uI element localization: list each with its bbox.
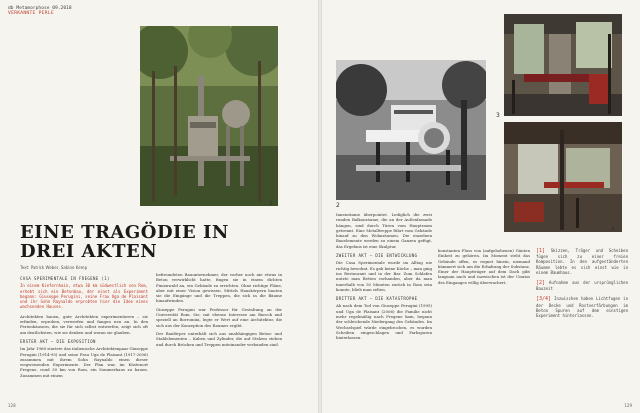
caption-text: Skizzen, Träger und Scheiben fügen sich zu einer freien Komposition. In den aufgeständerten Räumen lebte es sich einst wie in einem Baumhaus. — [536, 248, 628, 275]
body-paragraph: Architekten bauen, gute Architekten experimentieren – sie erfinden, erproben, verwerfen und fangen neu an. In den Ferienhäusern, die sie für sich selbst entwerfen, zeigt sich oft am deutlichsten, wie sie denken und woran sie glauben. — [20, 313, 148, 335]
column-2 — [156, 272, 282, 350]
column-4 — [438, 248, 530, 288]
body-paragraph: konstanten Fluss von (aufgehobenen) Gänten Einheit zu gehören. Im Moment steht das Gebäude offen, es regnet hinein, niemand kümmert sich um die Erhaltung der Substanz. Einer der Hauptträger auf dem Dach gibt langsam nach und inzwischen ist der Umriss des Einganges völlig überwuchert. — [438, 248, 530, 285]
lead-paragraph: In einem Kiefernhain, etwa 30 km südwestlich von Rom, erhebt sich ein Betonbau, der einst als Experiment begann: Giuseppe Perugini, seine Frau Uga de Plaisant und ihr Sohn Raynaldo erprobten hier die Idee eines wachsenden Hauses. — [20, 283, 148, 310]
caption-number: [3/4] — [536, 296, 552, 303]
title-line-2: DREI AKTEN — [20, 241, 158, 262]
caption-3 — [536, 296, 628, 318]
captions-column — [536, 248, 628, 323]
caption-text: Aufnahme aus der ursprünglichen Bauzeit — [536, 280, 628, 292]
photo-number-3: 3 — [496, 112, 500, 119]
body-paragraph: Der Bauförper unterhält sich aus unabhängigen Beton- und Stahlelementen – Kuben und Zylinder, die auf Stelzen stehen und durch Brücken und Treppen miteinander verbunden sind. — [156, 330, 282, 347]
right-page — [322, 0, 640, 413]
photo-casa-exterior — [140, 26, 278, 206]
running-header — [8, 6, 72, 16]
article-title — [20, 223, 280, 261]
column-3 — [336, 212, 432, 344]
title-line-1: EINE TRAGÖDIE IN — [20, 222, 229, 243]
left-page — [0, 0, 318, 413]
photo-2-image — [336, 60, 486, 200]
body-paragraph: Ab nach dem Tod von Giuseppe Perugini (1995) und Uga de Plaisant (2006) die Familie nicht mehr regelmäßig nach Fregene kam, begann der schleichende Niedergang des Gebäudes. Im Wechselspiel würde eingebrochen, es wurden Scheiben eingeschlagen und Farbspuren hinterlassen. — [336, 303, 432, 341]
photo-number-2: 2 — [336, 202, 340, 209]
subhead-act-1: ERSTER AKT – DIE EXPOSITION — [20, 338, 96, 344]
body-paragraph: Giuseppe Perugini war Professor für Gestaltung an der Universität Rom. Sie, mit ebenso Interesse am Barock und speziell an Borromini, legte er Wert auf eine Architektur, die sich aus der Konzeption des Raumes ergibt. — [156, 306, 282, 328]
caption-number: [1] — [536, 248, 546, 254]
body-paragraph: Die Casa Sperimentale wurde im Alltag nie richtig bewohnt. Es gab keine Küche – man ging ins Restaurant und in der Bar. Zum Schlafen nutzte man Betten vorhanden, aber da man innerhalb von 30 Minuten zurück in Rom sein konnte, blieb man selten. — [336, 260, 432, 292]
caption-number: [2] — [536, 280, 546, 287]
page-number-right: 129 — [624, 403, 632, 408]
body-paragraph: Innenräume überpointet. Lediglich die zwei runden Balkonräume, die an der Außenfassade hängen, sind durch Türen vom Hauptraum getrennt. Eine Metalltreppe führt vom Gebäude hinauf zu den Wohnräumen. Die einzelnen Bauelemente werden zu einem Ganzen gefügt, das Ergebnis ist eine Skulptur. — [336, 212, 432, 249]
body-paragraph: befreundeten Bauunternehmer, der vorher noch nie etwas in Beton verwirklicht hatte, fingen sie in einem dichten Pinienwald an, ein Gebäude zu errichten. Ohne richtige Pläne, aber mit einer Vision gewissen. Mittels Hauskörpern bauten sie die Eingänge und die Treppen, die sich in die Bäume hinaufwinden. — [156, 272, 282, 304]
byline: Text: Patrick Weber, Sabine Kemp — [20, 265, 88, 270]
magazine-title: db Metamorphose 09.2018 — [8, 6, 72, 11]
column-1 — [20, 272, 148, 381]
subhead-act-2: ZWEITER AKT – DIE ENTWICKLUNG — [336, 253, 418, 259]
body-paragraph: Im Jahr 1968 startete das italienische Architektenpaar Giuseppe Perugini (1914-95) und seine Frau Uga de Plaisant (1917-2006) zusammen mit ihrem Sohn Raynaldo einen dieser wegweisenden Experimente. Der Plan war, im Küstenort Fregene, rund 30 km von Rom, ein Sommerhaus zu bauen. Zusammen mit einem — [20, 346, 148, 378]
subhead-act-3: DRITTER AKT – DIE KATASTROPHE — [336, 296, 418, 302]
photo-number-4: 4 — [611, 226, 615, 233]
caption-text: Inzwischen haben Lichtfugen in der Decke und Rostverfärbungen im Beton Spuren auf dem einstigen Experiment hinterlassen. — [536, 296, 628, 319]
caption-2 — [536, 280, 628, 291]
photo-historic-bw — [336, 60, 486, 200]
photo-4-image — [504, 122, 622, 232]
photo-1-image — [140, 26, 278, 206]
subhead-location: CASA SPERIMENTALE IN FREGENE (1) — [20, 276, 110, 281]
photo-interior-top — [504, 14, 622, 116]
photo-interior-bottom — [504, 122, 622, 232]
photo-number-1: 1 — [269, 200, 273, 207]
photo-3-image — [504, 14, 622, 116]
rubric-label: VERKANNTE PERLE — [8, 11, 54, 16]
caption-1 — [536, 248, 628, 275]
page-number-left: 128 — [8, 403, 16, 408]
